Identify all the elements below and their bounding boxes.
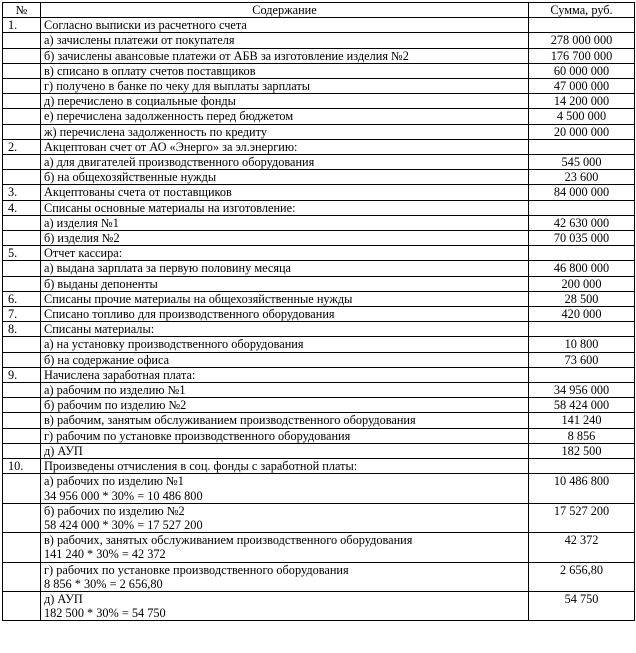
table-row bbox=[3, 170, 635, 185]
header-num: № bbox=[3, 3, 41, 18]
row-sum: 20 000 000 bbox=[529, 124, 635, 139]
table-row bbox=[3, 261, 635, 276]
row-number bbox=[3, 383, 41, 398]
row-number bbox=[3, 94, 41, 109]
row-description: в) списано в оплату счетов поставщиков bbox=[44, 63, 256, 78]
row-description: е) перечислена задолженность перед бюджетом bbox=[44, 109, 294, 124]
row-sum: 545 000 bbox=[529, 155, 635, 170]
row-number bbox=[3, 428, 41, 443]
row-content bbox=[41, 367, 529, 382]
row-content bbox=[41, 48, 529, 63]
row-content bbox=[41, 94, 529, 109]
row-description: б) рабочих по изделию №2 bbox=[44, 503, 185, 518]
document bbox=[2, 2, 635, 621]
row-sum bbox=[529, 322, 635, 337]
row-sum bbox=[529, 246, 635, 261]
row-content bbox=[41, 322, 529, 337]
row-sum bbox=[529, 139, 635, 154]
table-row bbox=[3, 33, 635, 48]
row-sum: 182 500 bbox=[529, 443, 635, 458]
row-description: Отчет кассира: bbox=[44, 246, 123, 261]
row-content bbox=[41, 185, 529, 200]
row-sum: 47 000 000 bbox=[529, 79, 635, 94]
row-description: Начислена заработная плата: bbox=[44, 367, 196, 382]
row-content bbox=[41, 231, 529, 246]
row-sum: 10 486 800 bbox=[529, 474, 635, 503]
row-description: а) выдана зарплата за первую половину месяца bbox=[44, 261, 292, 276]
row-description: д) АУП bbox=[44, 591, 83, 606]
row-content bbox=[41, 155, 529, 170]
row-sum: 34 956 000 bbox=[529, 383, 635, 398]
row-content bbox=[41, 337, 529, 352]
row-number bbox=[3, 474, 41, 503]
row-description: а) рабочих по изделию №1 bbox=[44, 474, 184, 489]
row-content bbox=[41, 443, 529, 458]
row-content bbox=[41, 33, 529, 48]
table-body bbox=[3, 18, 635, 621]
row-description: д) АУП bbox=[44, 443, 83, 458]
table-row bbox=[3, 231, 635, 246]
row-sum: 200 000 bbox=[529, 276, 635, 291]
table-row bbox=[3, 155, 635, 170]
row-description: б) выданы депоненты bbox=[44, 276, 158, 291]
row-sum: 70 035 000 bbox=[529, 231, 635, 246]
row-calculation: 58 424 000 * 30% = 17 527 200 bbox=[44, 517, 203, 532]
row-sum: 420 000 bbox=[529, 307, 635, 322]
row-content bbox=[41, 562, 529, 591]
row-description: а) на установку производственного оборудования bbox=[44, 337, 304, 352]
row-content bbox=[41, 246, 529, 261]
row-content bbox=[41, 215, 529, 230]
row-description: Акцептованы счета от поставщиков bbox=[44, 185, 232, 200]
row-sum bbox=[529, 459, 635, 474]
row-content bbox=[41, 63, 529, 78]
row-description: Акцептован счет от АО «Энерго» за эл.энергию: bbox=[44, 139, 298, 154]
row-number bbox=[3, 79, 41, 94]
table-row bbox=[3, 124, 635, 139]
row-number bbox=[3, 124, 41, 139]
row-calculation: 182 500 * 30% = 54 750 bbox=[44, 606, 166, 621]
table-row bbox=[3, 276, 635, 291]
row-content bbox=[41, 79, 529, 94]
table-row bbox=[3, 398, 635, 413]
row-number bbox=[3, 155, 41, 170]
row-calculation: 8 856 * 30% = 2 656,80 bbox=[44, 576, 163, 591]
row-number bbox=[3, 170, 41, 185]
row-description: г) рабочим по установке производственного оборудования bbox=[44, 428, 351, 443]
header-content: Содержание bbox=[41, 3, 529, 18]
row-number: 2. bbox=[3, 139, 41, 154]
row-content bbox=[41, 307, 529, 322]
row-number: 7. bbox=[3, 307, 41, 322]
row-content bbox=[41, 591, 529, 620]
row-number bbox=[3, 48, 41, 63]
row-number: 3. bbox=[3, 185, 41, 200]
table-row bbox=[3, 352, 635, 367]
row-content bbox=[41, 109, 529, 124]
row-sum: 58 424 000 bbox=[529, 398, 635, 413]
row-description: б) зачислены авансовые платежи от АБВ за изготовление изделия №2 bbox=[44, 48, 409, 63]
table-row bbox=[3, 591, 635, 620]
row-content bbox=[41, 459, 529, 474]
row-number: 8. bbox=[3, 322, 41, 337]
table-row bbox=[3, 94, 635, 109]
table-row bbox=[3, 79, 635, 94]
row-number bbox=[3, 398, 41, 413]
row-number bbox=[3, 231, 41, 246]
row-number: 1. bbox=[3, 18, 41, 33]
row-description: а) зачислены платежи от покупателя bbox=[44, 33, 235, 48]
table-row bbox=[3, 307, 635, 322]
table-row bbox=[3, 48, 635, 63]
row-content bbox=[41, 261, 529, 276]
row-description: б) изделия №2 bbox=[44, 231, 120, 246]
row-description: Согласно выписки из расчетного счета bbox=[44, 18, 247, 33]
row-sum: 4 500 000 bbox=[529, 109, 635, 124]
row-calculation: 141 240 * 30% = 42 372 bbox=[44, 547, 166, 562]
row-content bbox=[41, 428, 529, 443]
row-sum: 60 000 000 bbox=[529, 63, 635, 78]
row-content bbox=[41, 200, 529, 215]
row-sum: 10 800 bbox=[529, 337, 635, 352]
row-description: б) на общехозяйственные нужды bbox=[44, 170, 217, 185]
row-sum: 42 630 000 bbox=[529, 215, 635, 230]
row-sum: 2 656,80 bbox=[529, 562, 635, 591]
table-row bbox=[3, 139, 635, 154]
row-sum: 176 700 000 bbox=[529, 48, 635, 63]
row-content bbox=[41, 503, 529, 532]
row-description: ж) перечислена задолженность по кредиту bbox=[44, 124, 267, 139]
row-number: 6. bbox=[3, 291, 41, 306]
row-number bbox=[3, 562, 41, 591]
row-sum: 28 500 bbox=[529, 291, 635, 306]
row-number bbox=[3, 443, 41, 458]
row-number bbox=[3, 33, 41, 48]
transactions-table bbox=[2, 2, 635, 621]
header-sum: Сумма, руб. bbox=[529, 3, 635, 18]
row-description: а) рабочим по изделию №1 bbox=[44, 383, 186, 398]
row-number bbox=[3, 63, 41, 78]
row-sum bbox=[529, 200, 635, 215]
row-number bbox=[3, 109, 41, 124]
row-sum bbox=[529, 18, 635, 33]
table-row bbox=[3, 428, 635, 443]
row-description: б) рабочим по изделию №2 bbox=[44, 398, 187, 413]
row-number: 5. bbox=[3, 246, 41, 261]
table-row bbox=[3, 200, 635, 215]
table-row bbox=[3, 246, 635, 261]
row-number: 9. bbox=[3, 367, 41, 382]
row-description: в) рабочим, занятым обслуживанием производственного оборудования bbox=[44, 413, 416, 428]
row-content bbox=[41, 139, 529, 154]
row-number bbox=[3, 276, 41, 291]
row-number bbox=[3, 413, 41, 428]
row-description: г) получено в банке по чеку для выплаты зарплаты bbox=[44, 79, 311, 94]
row-number bbox=[3, 503, 41, 532]
table-row bbox=[3, 474, 635, 503]
table-row bbox=[3, 337, 635, 352]
row-number: 10. bbox=[3, 459, 41, 474]
row-sum: 278 000 000 bbox=[529, 33, 635, 48]
table-row bbox=[3, 459, 635, 474]
table-row bbox=[3, 503, 635, 532]
row-content bbox=[41, 398, 529, 413]
row-description: Списано топливо для производственного оборудования bbox=[44, 307, 335, 322]
row-sum: 8 856 bbox=[529, 428, 635, 443]
row-sum: 73 600 bbox=[529, 352, 635, 367]
row-content bbox=[41, 413, 529, 428]
row-sum: 42 372 bbox=[529, 533, 635, 562]
table-row bbox=[3, 562, 635, 591]
row-content bbox=[41, 124, 529, 139]
row-description: Списаны материалы: bbox=[44, 322, 155, 337]
row-description: г) рабочих по установке производственного оборудования bbox=[44, 562, 349, 577]
row-sum: 141 240 bbox=[529, 413, 635, 428]
row-description: а) изделия №1 bbox=[44, 215, 119, 230]
row-content bbox=[41, 276, 529, 291]
table-row bbox=[3, 185, 635, 200]
row-description: а) для двигателей производственного оборудования bbox=[44, 155, 315, 170]
row-description: Списаны основные материалы на изготовление: bbox=[44, 200, 296, 215]
table-row bbox=[3, 443, 635, 458]
row-sum: 23 600 bbox=[529, 170, 635, 185]
row-sum: 46 800 000 bbox=[529, 261, 635, 276]
table-row bbox=[3, 367, 635, 382]
row-description: д) перечислено в социальные фонды bbox=[44, 94, 236, 109]
row-number bbox=[3, 352, 41, 367]
row-content bbox=[41, 291, 529, 306]
row-number bbox=[3, 261, 41, 276]
table-header-row bbox=[3, 3, 635, 18]
table-row bbox=[3, 215, 635, 230]
table-row bbox=[3, 291, 635, 306]
table-row bbox=[3, 18, 635, 33]
row-number bbox=[3, 533, 41, 562]
row-content bbox=[41, 352, 529, 367]
row-description: б) на содержание офиса bbox=[44, 352, 170, 367]
row-content bbox=[41, 533, 529, 562]
row-content bbox=[41, 474, 529, 503]
row-description: в) рабочих, занятых обслуживанием производственного оборудования bbox=[44, 533, 413, 548]
row-number bbox=[3, 337, 41, 352]
table-row bbox=[3, 63, 635, 78]
row-number: 4. bbox=[3, 200, 41, 215]
row-sum bbox=[529, 367, 635, 382]
table-row bbox=[3, 322, 635, 337]
table-row bbox=[3, 413, 635, 428]
row-calculation: 34 956 000 * 30% = 10 486 800 bbox=[44, 488, 203, 503]
row-content bbox=[41, 170, 529, 185]
row-sum: 54 750 bbox=[529, 591, 635, 620]
table-row bbox=[3, 383, 635, 398]
table-row bbox=[3, 533, 635, 562]
row-description: Списаны прочие материалы на общехозяйственные нужды bbox=[44, 291, 353, 306]
table-row bbox=[3, 109, 635, 124]
row-sum: 84 000 000 bbox=[529, 185, 635, 200]
row-sum: 17 527 200 bbox=[529, 503, 635, 532]
row-description: Произведены отчисления в соц. фонды с заработной платы: bbox=[44, 459, 358, 474]
row-content bbox=[41, 383, 529, 398]
row-number bbox=[3, 591, 41, 620]
row-number bbox=[3, 215, 41, 230]
row-content bbox=[41, 18, 529, 33]
row-sum: 14 200 000 bbox=[529, 94, 635, 109]
